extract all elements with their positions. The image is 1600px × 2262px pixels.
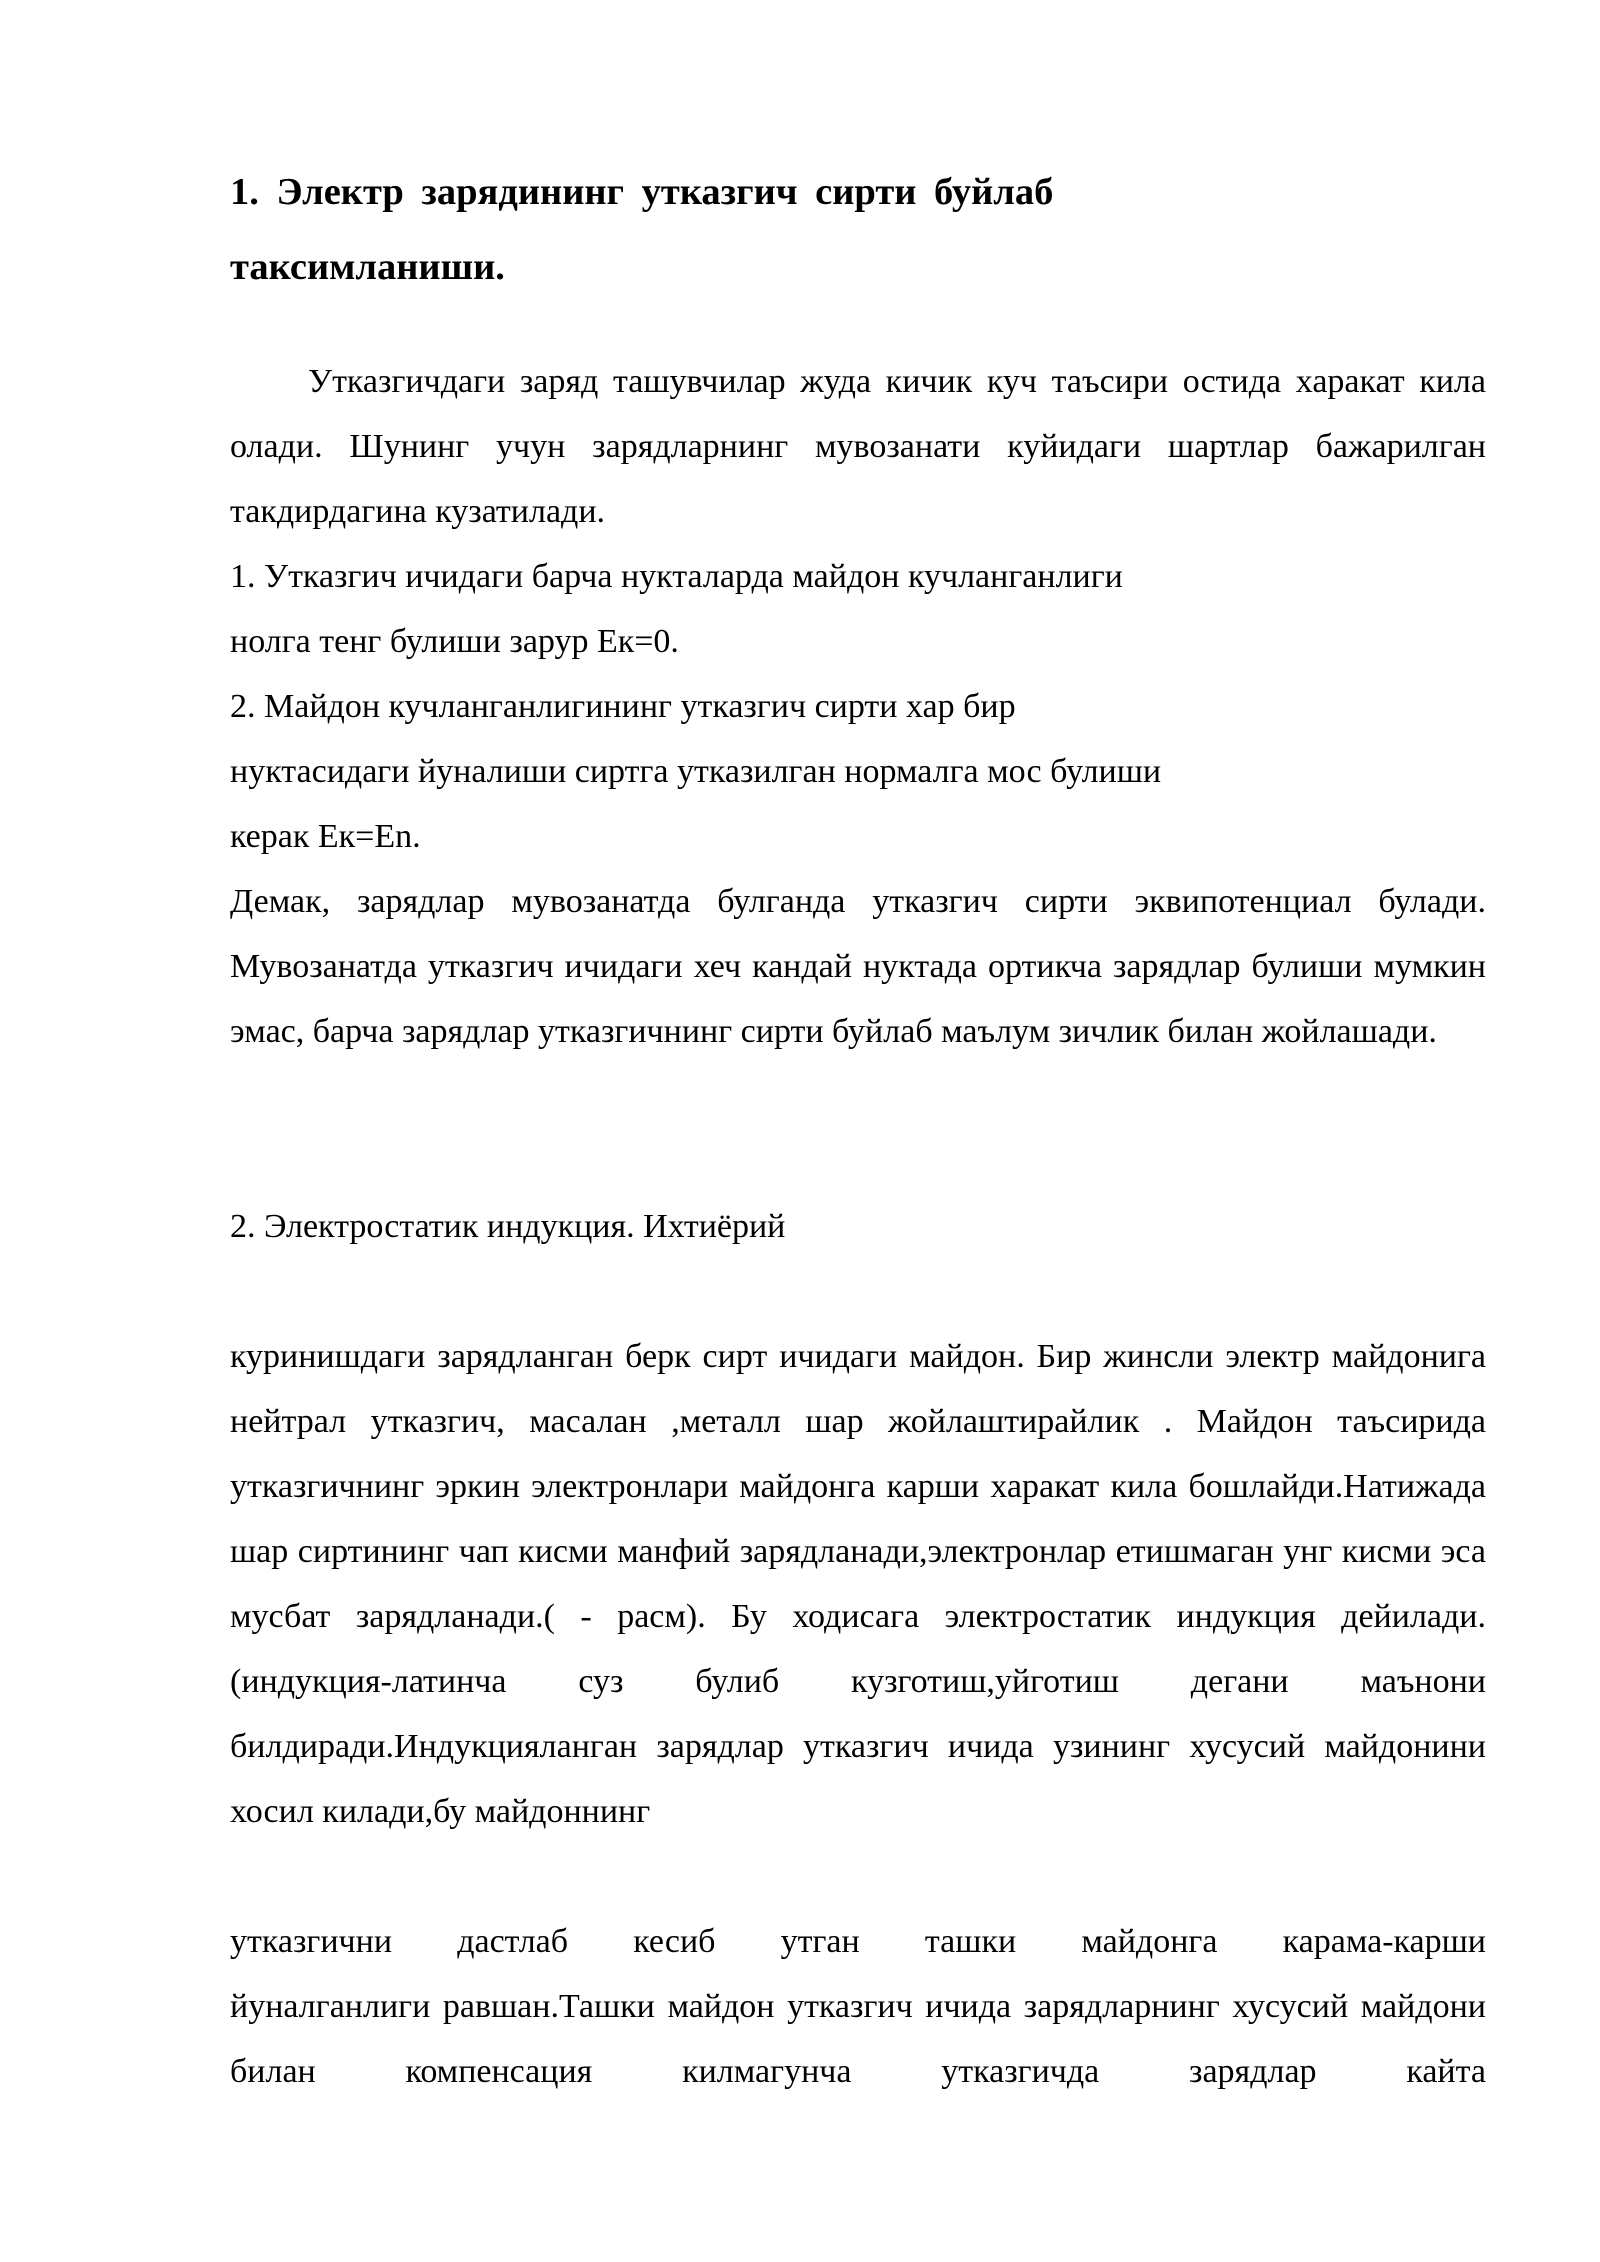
condition-1-line-2: нолга тенг булиши зарур Ек=0. — [230, 623, 679, 660]
heading-line-2: таксимланиши. — [230, 246, 505, 288]
condition-2-line-3: керак Ек=Еn. — [230, 818, 421, 855]
condition-1-line-1: 1. Утказгич ичидаги барча нукталарда майдон кучланганлиги — [230, 558, 1123, 595]
conditions-list — [230, 544, 1486, 869]
section-1-heading — [230, 155, 1486, 305]
intro-paragraph: Утказгичдаги заряд ташувчилар жуда кичик куч таъсири остида харакат кила олади. Шунинг учун зарядларнинг мувозанати куйидаги шартлар бажарилган такдирдагина кузатилади. — [230, 363, 1486, 530]
condition-2-line-2: нуктасидаги йуналиши сиртга утказилган нормалга мос булиши — [230, 753, 1162, 790]
section-2-title: 2. Электростатик индукция. Ихтиёрий — [230, 1208, 786, 1245]
conclusion-paragraph: Демак, зарядлар мувозанатда булганда утказгич сирти эквипотенциал булади. Мувозанатда утказгич ичидаги хеч кандай нуктада ортикча зарядлар булиши мумкин эмас, барча зарядлар утказгичнинг сирти буйлаб маълум зичлик билан жойлашади. — [230, 883, 1486, 1050]
continuation-first-line: утказгични дастлаб кесиб утган ташки майдонга карама-карши — [230, 1923, 1486, 1960]
heading-line-1: 1. Электр зарядининг утказгич сирти буйлаб — [230, 171, 1054, 213]
section-2-continuation — [230, 1909, 1486, 2104]
continuation-rest: йуналганлиги равшан.Ташки майдон утказгич ичида зарядларнинг хусусий майдони билан компенсация килмагунча утказгичда зарядлар кайта — [230, 1988, 1486, 2090]
section-2-paragraph: куринишдаги зарядланган берк сирт ичидаги майдон. Бир жинсли электр майдонига нейтрал утказгич, масалан ,металл шар жойлаштирайлик . Майдон таъсирида утказгичнинг эркин электронлари майдонга карши харакат кила бошлайди.Натижада шар сиртининг чап кисми манфий зарядланади,электронлар етишмаган унг кисми эса мусбат зарядланади.( - расм). Бу ходисага электростатик индукция дейилади.(индукция-латинча суз булиб кузготиш,уйготиш дегани маънони билдиради.Индукцияланган зарядлар утказгич ичида узининг хусусий майдонини хосил килади,бу майдоннинг — [230, 1338, 1486, 1830]
condition-2-line-1: 2. Майдон кучланганлигининг утказгич сирти хар бир — [230, 688, 1016, 725]
